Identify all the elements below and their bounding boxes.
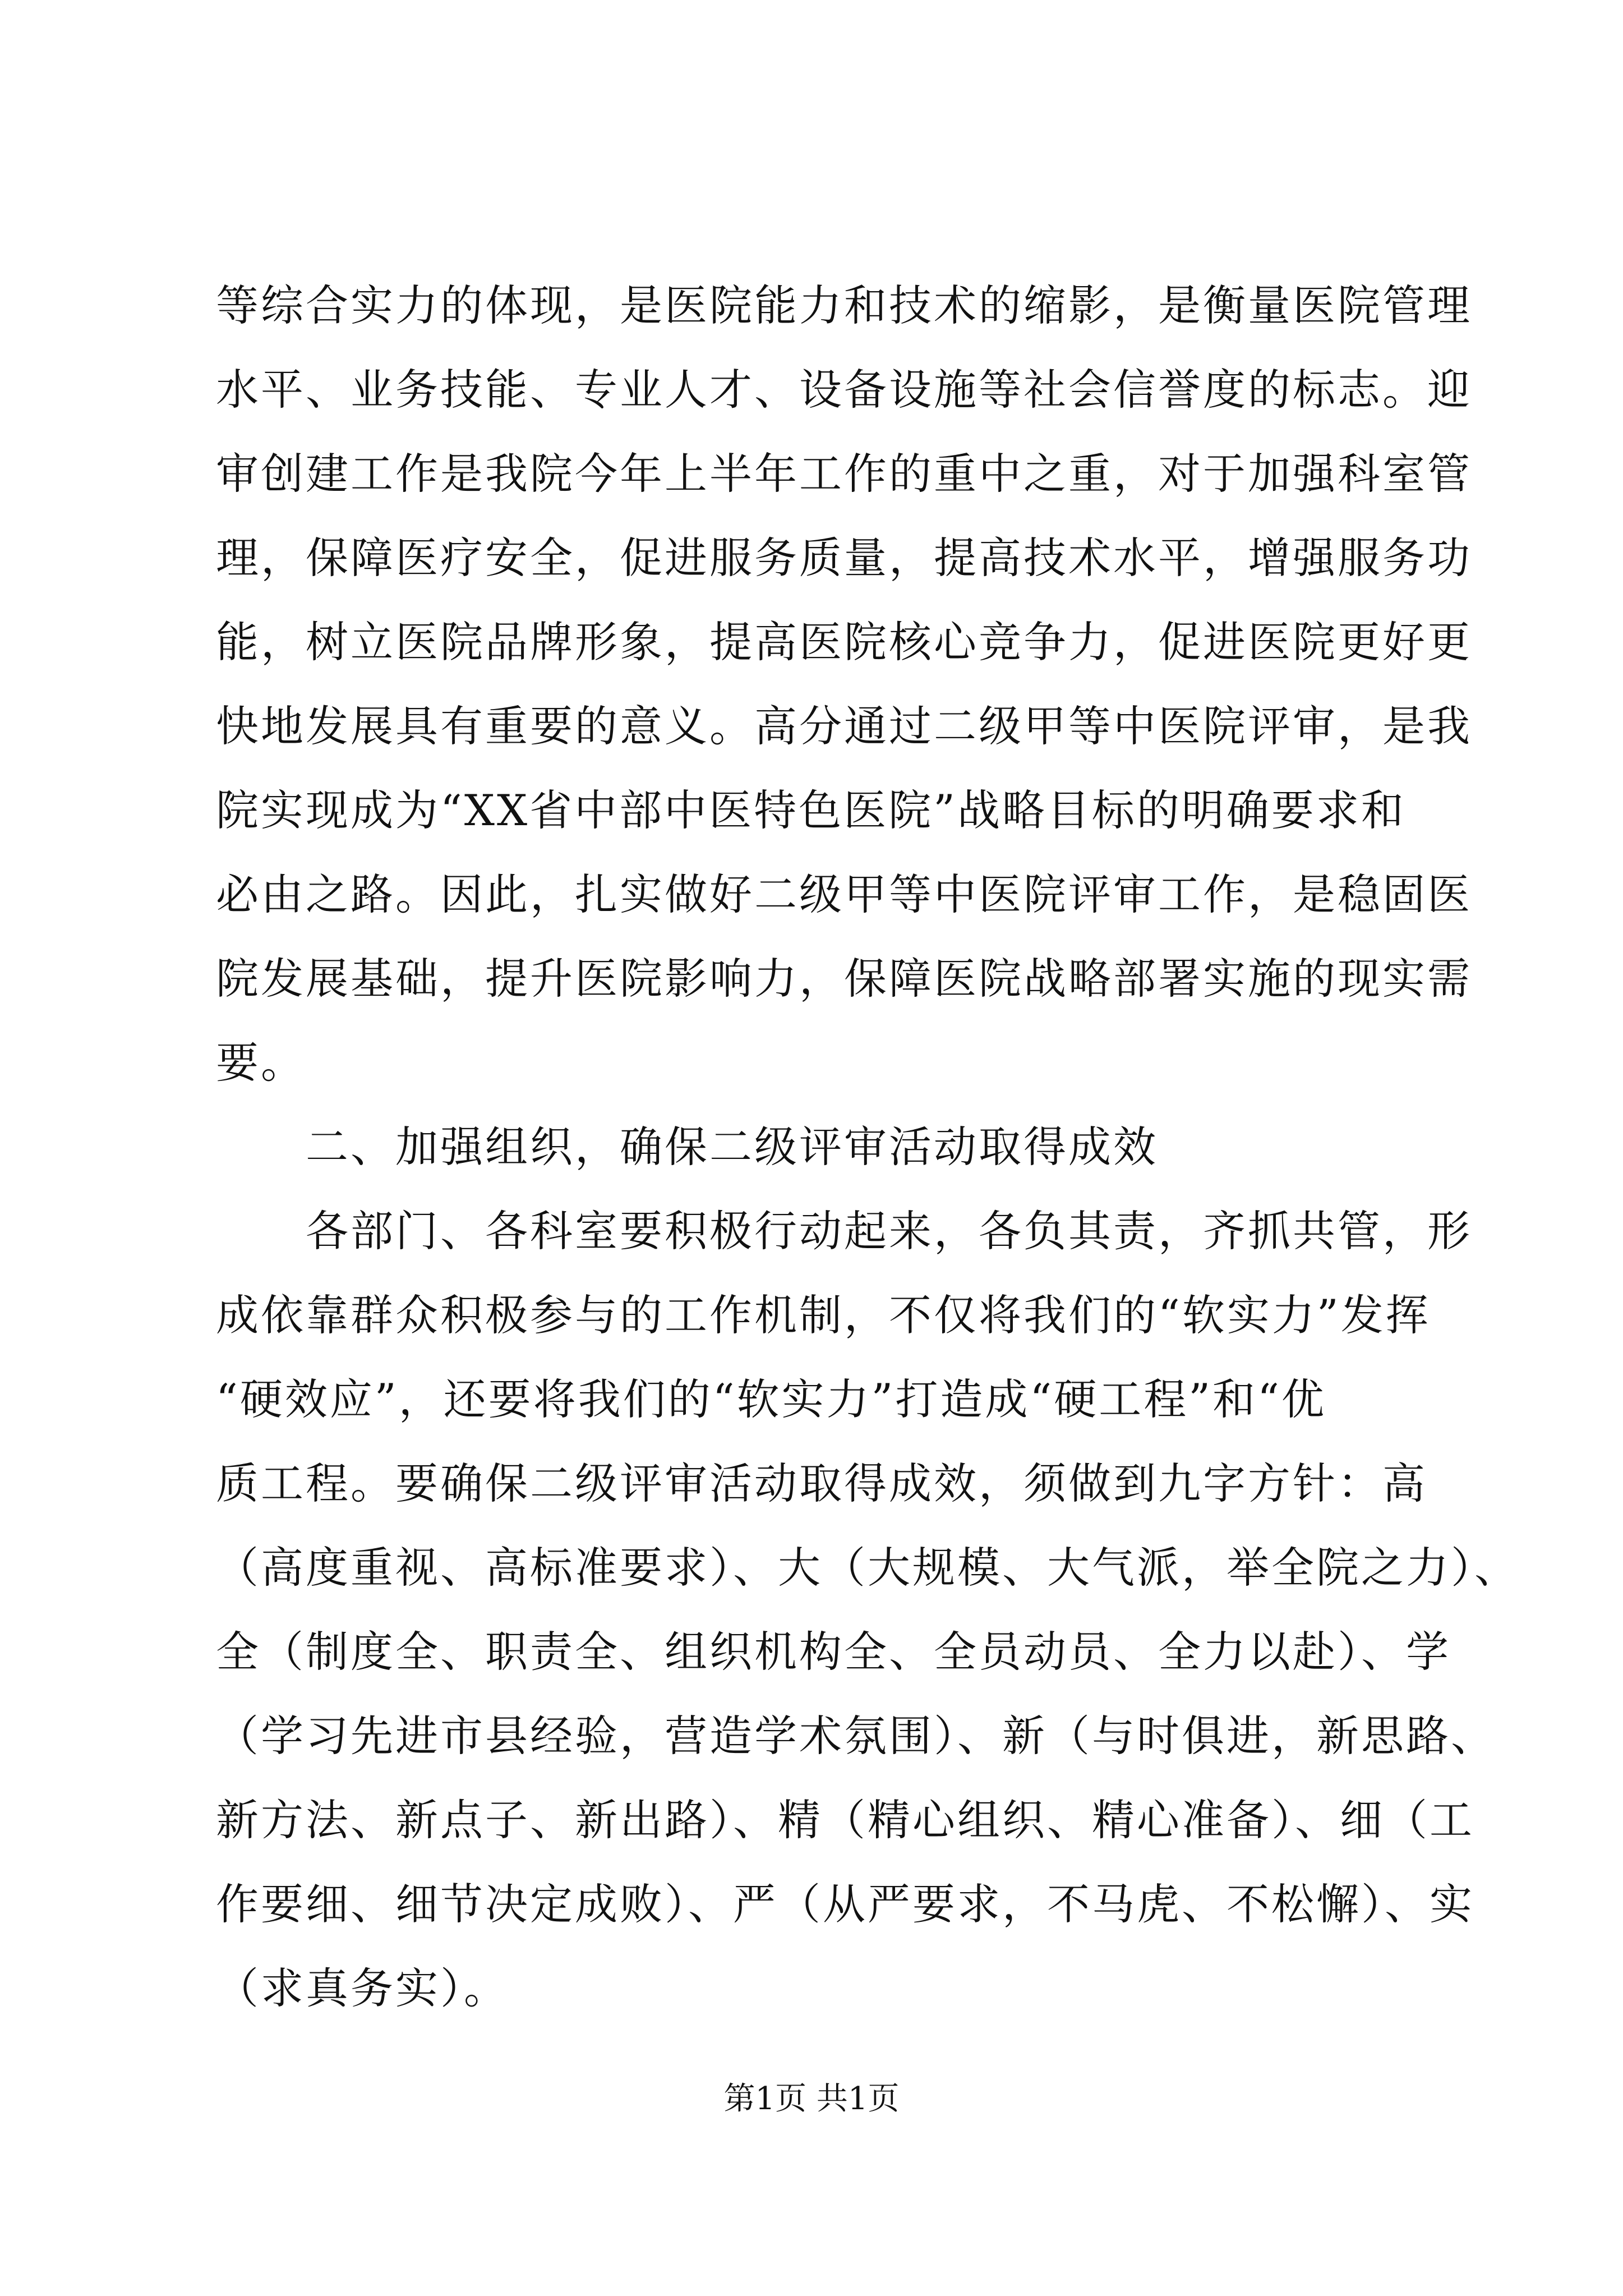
paragraph-line: 作要细、细节决定成败）、严（从严要求，不马虎、不松懈）、实 <box>216 1879 1474 1929</box>
paragraph-line: 新方法、新点子、新出路）、精（精心组织、精心准备）、细（工 <box>216 1795 1474 1845</box>
paragraph-line: （学习先进市县经验，营造学术氛围）、新（与时俱进，新思路、 <box>216 1711 1496 1761</box>
paragraph-line: （高度重视、高标准要求）、大（大规模、大气派，举全院之力）、 <box>216 1543 1519 1593</box>
page-footer: 第1页 共1页 <box>723 2081 900 2117</box>
paragraph-line: 成依靠群众积极参与的工作机制，不仅将我们的“软实力”发挥 <box>216 1290 1431 1340</box>
paragraph-line: 审创建工作是我院今年上半年工作的重中之重，对于加强科室管 <box>216 449 1472 499</box>
paragraph-line: 全（制度全、职责全、组织机构全、全员动员、全力以赴）、学 <box>216 1627 1451 1677</box>
paragraph-line: 质工程。要确保二级评审活动取得成效，须做到九字方针：高 <box>216 1458 1427 1508</box>
paragraph-line: 院发展基础，提升医院影响力，保障医院战略部署实施的现实需 <box>216 954 1472 1004</box>
paragraph-line: 理，保障医疗安全，促进服务质量，提高技术水平，增强服务功 <box>216 533 1472 583</box>
section-heading: 二、加强组织，确保二级评审活动取得成效 <box>306 1122 1158 1172</box>
paragraph-line: 快地发展具有重要的意义。高分通过二级甲等中医院评审，是我 <box>216 701 1472 751</box>
paragraph-line: 必由之路。因此，扎实做好二级甲等中医院评审工作，是稳固医 <box>216 869 1472 919</box>
paragraph-line: 等综合实力的体现，是医院能力和技术的缩影，是衡量医院管理 <box>216 280 1472 330</box>
paragraph-line: 院实现成为“XX省中部中医特色医院”战略目标的明确要求和 <box>216 785 1406 835</box>
paragraph-line: 各部门、各科室要积极行动起来，各负其责，齐抓共管，形 <box>306 1206 1472 1256</box>
paragraph-line: （求真务实）。 <box>216 1963 509 2013</box>
paragraph-line: 能，树立医院品牌形象，提高医院核心竞争力，促进医院更好更 <box>216 617 1472 667</box>
paragraph-line: “硬效应”，还要将我们的“软实力”打造成“硬工程”和“优 <box>216 1374 1326 1424</box>
paragraph-line: 要。 <box>216 1038 306 1088</box>
document-body <box>216 264 1519 2031</box>
paragraph-line: 水平、业务技能、专业人才、设备设施等社会信誉度的标志。迎 <box>216 365 1472 415</box>
